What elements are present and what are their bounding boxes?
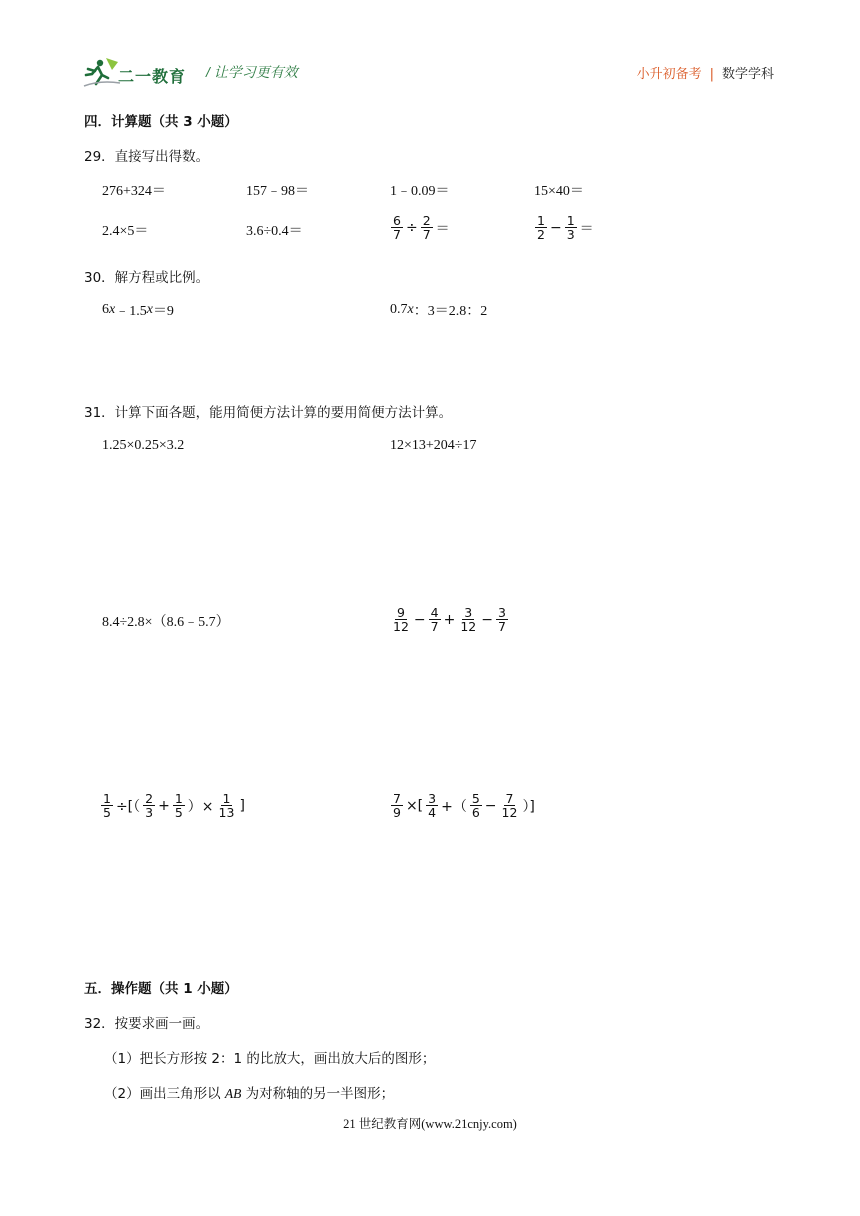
- q29-item-5: 2.4×5＝: [102, 224, 149, 239]
- fraction: $\frac{1}{2}$: [537, 213, 545, 243]
- q31-expression-3: 8.4÷2.8×（8.6﹣5.7）: [102, 615, 230, 630]
- header-right: [637, 63, 774, 82]
- section-title-5: 五．操作题（共 1 小题）: [84, 981, 238, 997]
- q31-expression-6: $\frac{7}{9}$ ×[ $\frac{3}{4}$ +（ $\frac{5}{6}$ − $\frac{7}{12}$ ）]: [393, 791, 535, 821]
- q29-item-4: 15×40＝: [534, 184, 584, 199]
- question-30-prompt: 30．解方程或比例。: [84, 270, 210, 286]
- fraction: $\frac{2}{3}$: [145, 791, 154, 821]
- fraction: $\frac{1}{5}$: [174, 791, 183, 821]
- page-footer: 21 世纪教育网(www.21cnjy.com): [343, 1117, 517, 1131]
- fraction: $\frac{5}{6}$: [471, 791, 480, 821]
- q31-expression-2: 12×13+204÷17: [390, 438, 477, 453]
- q29-item-8: $\frac{1}{2}$ − $\frac{1}{3}$ ＝: [537, 213, 594, 243]
- question-32-prompt: 32．按要求画一画。: [84, 1016, 210, 1032]
- fraction: $\frac{9}{12}$: [393, 605, 409, 635]
- subject-label: 数学学科: [721, 67, 774, 82]
- brand-name: 二一教育: [118, 67, 187, 86]
- q30-equation-1: 6 x ﹣1.5 x ＝9: [102, 302, 174, 319]
- q29-item-3: 1﹣0.09＝: [390, 184, 450, 199]
- fraction: $\frac{3}{12}$: [460, 605, 477, 635]
- question-31-prompt: 31．计算下面各题，能用简便方法计算的要用简便方法计算。: [84, 405, 453, 421]
- section-title-4: 四．计算题（共 3 小题）: [84, 114, 238, 130]
- fraction: $\frac{7}{9}$: [393, 791, 401, 821]
- fraction: $\frac{4}{7}$: [430, 605, 439, 635]
- question-29-prompt: 29．直接写出得数。: [84, 149, 210, 165]
- q29-item-1: 276+324＝: [102, 184, 166, 199]
- q31-expression-1: 1.25×0.25×3.2: [102, 438, 185, 453]
- fraction: $\frac{3}{7}$: [497, 605, 506, 635]
- q32-item-1: （1）把长方形按 2：1 的比放大，画出放大后的图形；: [104, 1051, 436, 1067]
- q30-equation-2: 0.7 x ：3＝2.8：2: [390, 302, 488, 319]
- fraction: $\frac{2}{7}$: [422, 213, 431, 243]
- fraction: $\frac{1}{13}$: [218, 791, 235, 821]
- exam-label: 小升初备考: [636, 67, 702, 82]
- fraction: $\frac{7}{12}$: [501, 791, 518, 821]
- q31-expression-4: $\frac{9}{12}$ − $\frac{4}{7}$ + $\frac{3}{12}$ − $\frac{3}{7}$: [393, 605, 506, 635]
- q32-item-2: （2）画出三角形以 AB 为对称轴的另一半图形；: [104, 1086, 395, 1102]
- header-separator: |: [709, 67, 714, 82]
- logo: [82, 56, 192, 90]
- q29-item-7: $\frac{6}{7}$ ÷ $\frac{2}{7}$ ＝: [393, 213, 450, 243]
- q29-item-2: 157﹣98＝: [246, 184, 309, 199]
- fraction: $\frac{6}{7}$: [393, 213, 401, 243]
- fraction: $\frac{1}{5}$: [103, 791, 111, 821]
- fraction: $\frac{3}{4}$: [428, 791, 437, 821]
- runner-logo-icon: [82, 56, 122, 88]
- header: [82, 56, 782, 92]
- q29-item-6: 3.6÷0.4＝: [246, 224, 303, 239]
- slogan: / 让学习更有效: [206, 64, 298, 80]
- q31-expression-5: $\frac{1}{5}$ ÷[（ $\frac{2}{3}$ + $\frac{1}{5}$ ）× $\frac{1}{13}$ ]: [103, 791, 245, 821]
- fraction: $\frac{1}{3}$: [566, 213, 575, 243]
